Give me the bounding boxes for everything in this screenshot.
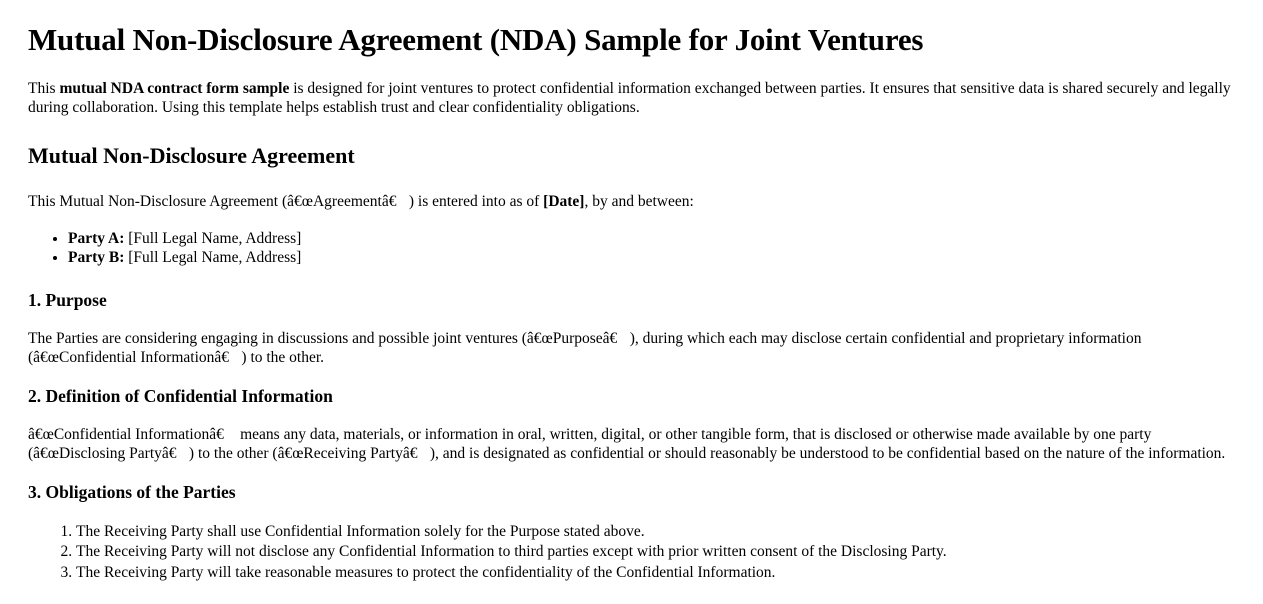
intro-lead: This xyxy=(28,79,60,97)
intro-bold-phrase: mutual NDA contract form sample xyxy=(59,79,290,97)
section-heading-purpose: 1. Purpose xyxy=(28,289,107,310)
section-heading-obligations: 3. Obligations of the Parties xyxy=(28,481,236,502)
agreement-intro-paragraph xyxy=(28,193,1235,212)
list-item xyxy=(68,230,1235,249)
section-paragraph-purpose: The Parties are considering engaging in discussions and possible joint ventures (â€œPurposeâ€), during which each may disclose certain confidential and proprietary information (â€œConfidential Informationâ€) to the other. xyxy=(28,329,1142,366)
party-a-value: [Full Legal Name, Address] xyxy=(124,229,302,247)
page-title: Mutual Non-Disclosure Agreement (NDA) Sample for Joint Ventures xyxy=(28,22,924,57)
party-a-label: Party A: xyxy=(68,229,125,247)
list-item xyxy=(68,249,1235,268)
agreement-intro-after: , by and between: xyxy=(584,192,694,210)
section-paragraph-definition: â€œConfidential Informationâ€ means any data, materials, or information in oral, written, digital, or other tangible form, that is disclosed or otherwise made available by one party (â€œDisclosing Partyâ€) to the other (â€œReceiving Partyâ€), and is designated as confidential or should reasonably be understood to be confidential based on the nature of the information. xyxy=(28,425,1226,462)
date-placeholder: [Date] xyxy=(543,192,585,210)
intro-paragraph xyxy=(28,80,1235,118)
intro-rest: is designed for joint ventures to protect confidential information exchanged between parties. It ensures that sensitive data is shared securely and legally during collaboration. Using this template helps establish trust and clear confidentiality obligations. xyxy=(28,79,1231,116)
list-item: 1. The Receiving Party shall use Confidential Information solely for the Purpose stated above. xyxy=(76,522,1235,541)
list-item: 2. The Receiving Party will not disclose any Confidential Information to third parties except with prior written consent of the Disclosing Party. xyxy=(76,542,1235,561)
party-b-label: Party B: xyxy=(68,249,125,267)
agreement-intro-before: This Mutual Non-Disclosure Agreement (â€œAgreementâ€) is entered into as of xyxy=(28,192,544,210)
parties-list xyxy=(28,230,1235,268)
obligations-list xyxy=(28,522,1235,582)
agreement-heading: Mutual Non-Disclosure Agreement xyxy=(28,143,355,169)
party-b-value: [Full Legal Name, Address] xyxy=(124,249,302,267)
list-item: 3. The Receiving Party will take reasonable measures to protect the confidentiality of the Confidential Information. xyxy=(76,563,1235,582)
section-heading-definition: 2. Definition of Confidential Information xyxy=(28,385,333,406)
